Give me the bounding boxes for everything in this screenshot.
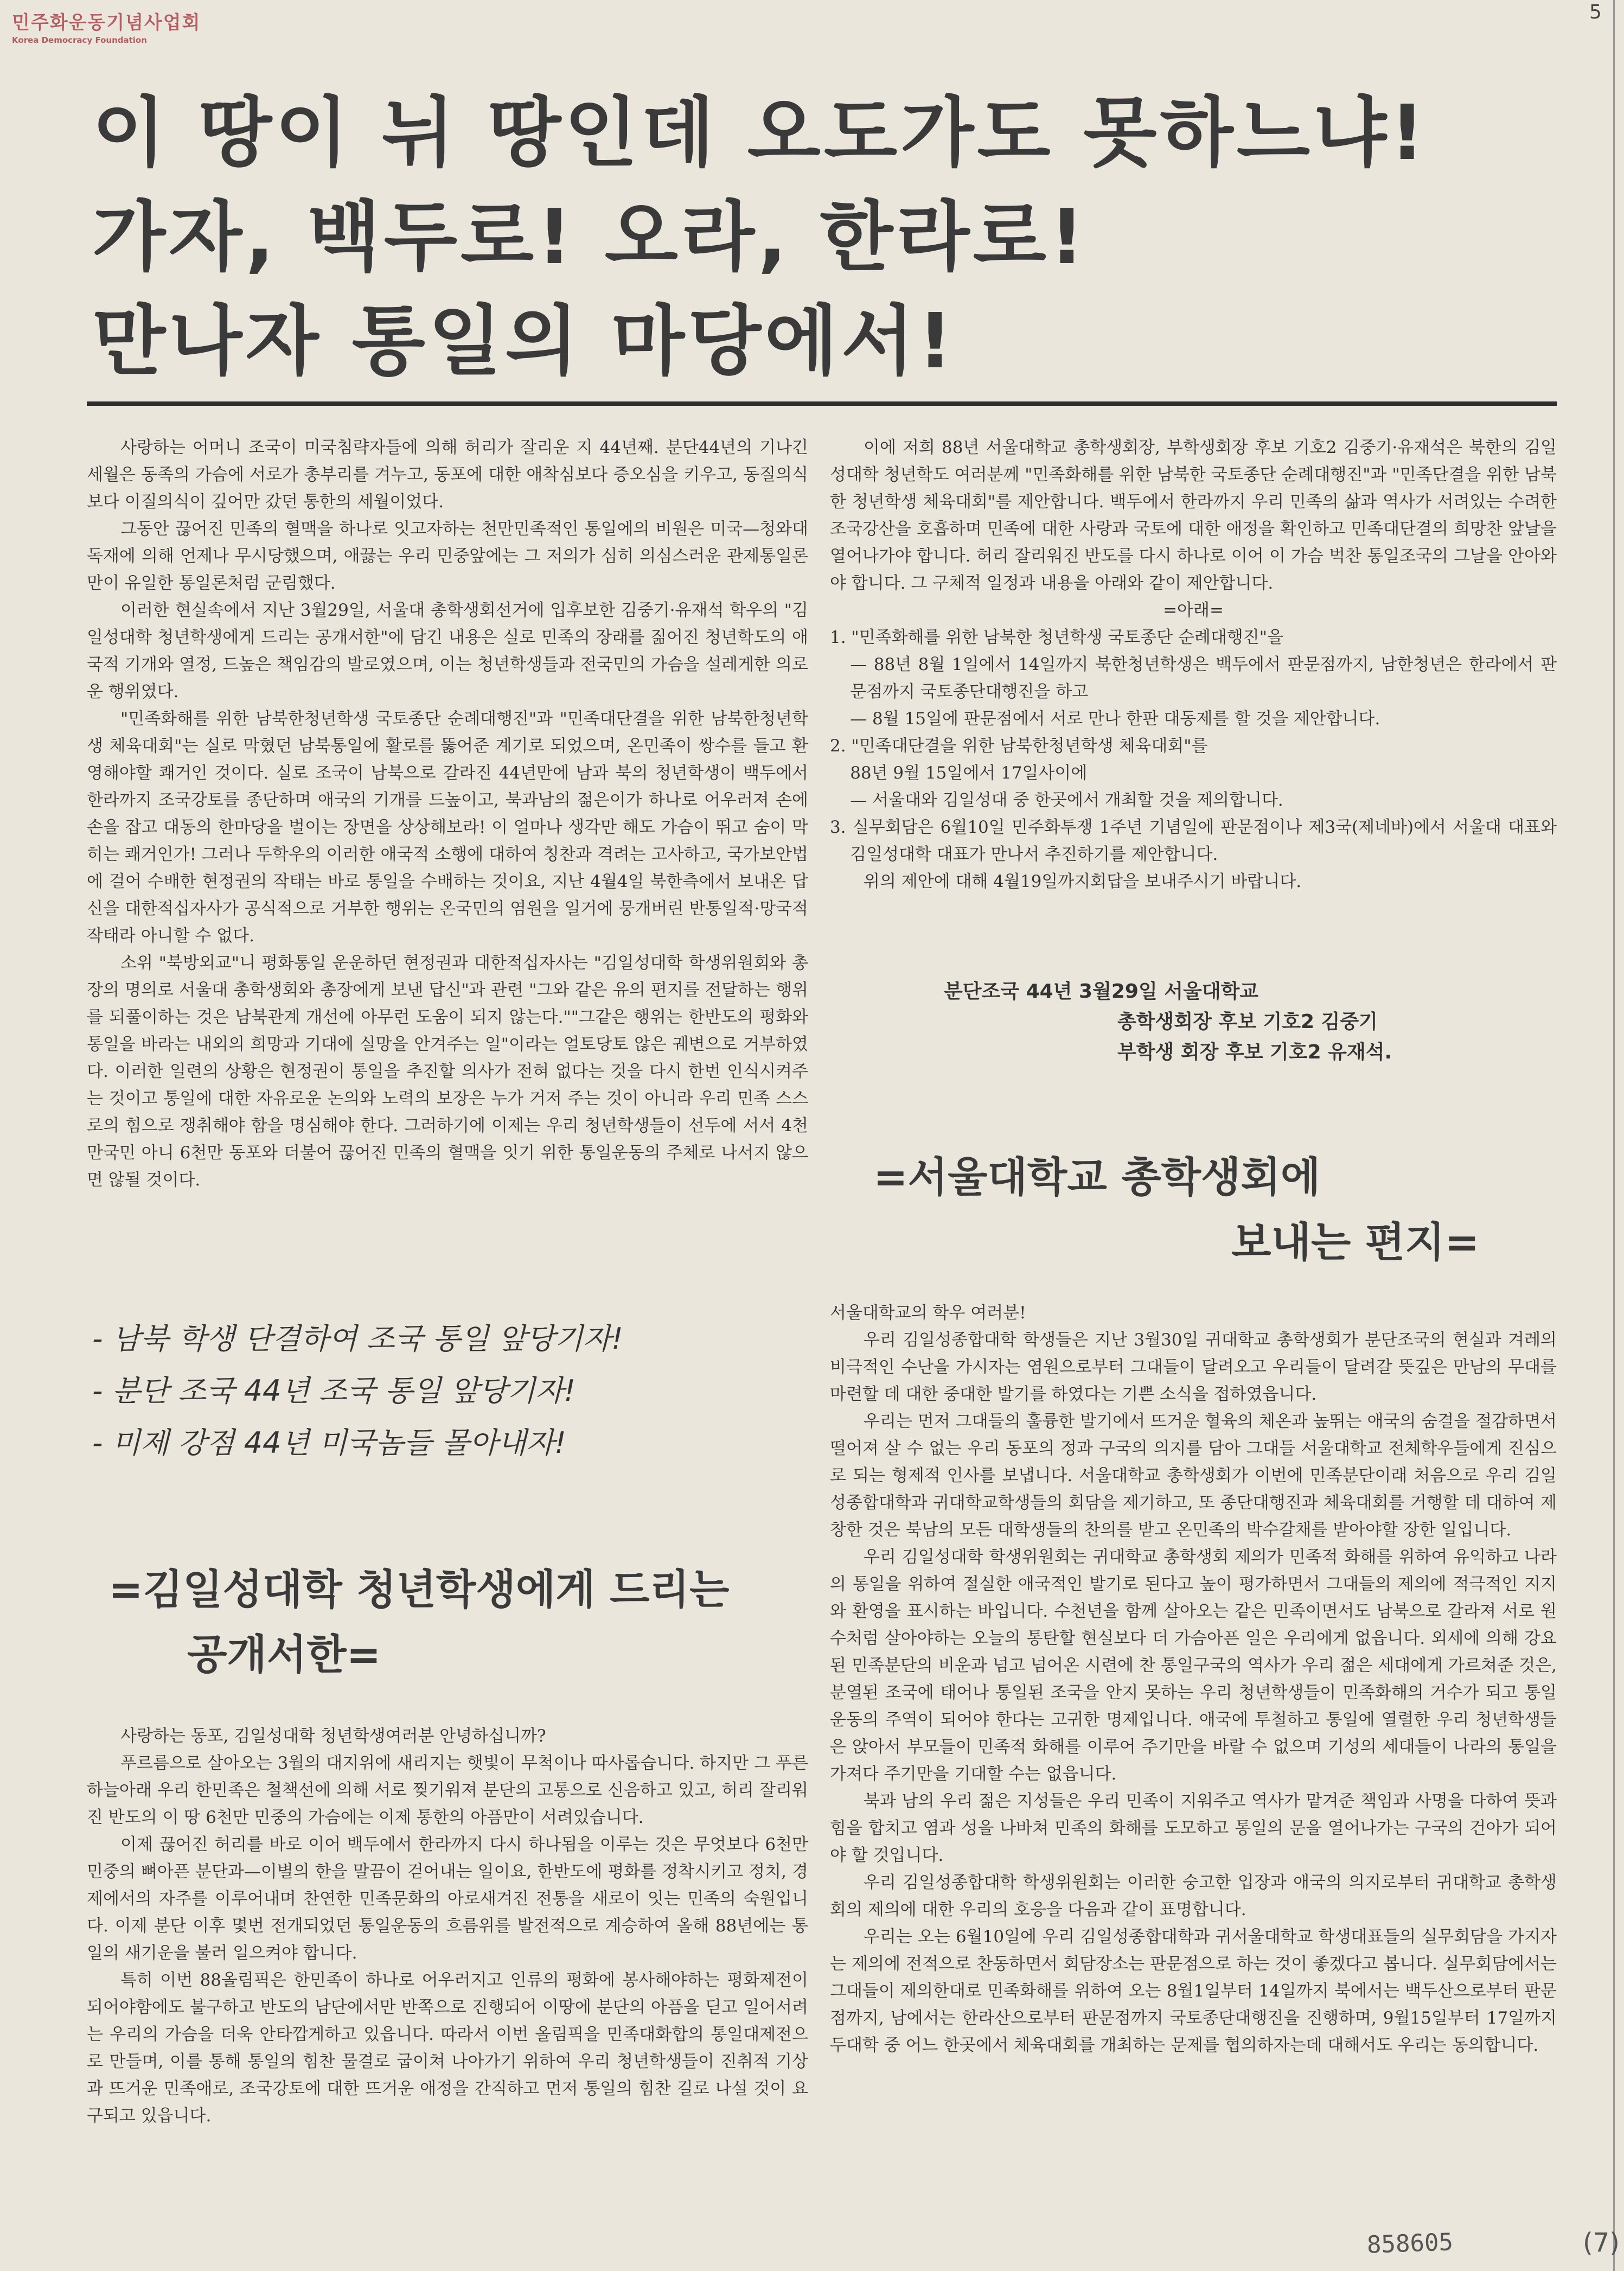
slogan: - 분단 조국 44년 조국 통일 앞당기자! — [92, 1374, 576, 1408]
paragraph: 우리 김일성종합대학 학생들은 지난 3월30일 귀대학교 총학생회가 분단조국의 현실과 겨레의 비극적인 수난을 가시자는 염원으로부터 그대들이 달려오고 우리들이 달려갈 뜻깊은 만남의 무대를 마련할 데 대한 중대한 발기를 하였다는 기쁜 소식을 접하였읍니다. — [830, 1330, 1557, 1404]
greeting: 서울대학교의 학우 여러분! — [830, 1303, 1026, 1323]
paragraph: 이러한 현실속에서 지난 3월29일, 서울대 총학생회선거에 입후보한 김중기·유재석 학우의 "김일성대학 청년학생에게 드리는 공개서한"에 담긴 내용은 실로 민족의 장래를 짊어진 청년학도의 애국적 기개와 열정, 드높은 책임감의 발로였으며, 이는 청년학생들과 전국민의 가슴을 설레게한 의로운 행위였다. — [87, 601, 808, 701]
page-fraction: (7) — [1583, 2228, 1620, 2258]
paragraph: 우리 김일성종합대학 학생위원회는 이러한 숭고한 입장과 애국의 의지로부터 귀대학교 총학생회의 제의에 대한 우리의 호응을 다음과 같이 표명합니다. — [830, 1873, 1557, 1919]
open-letter-body — [87, 1723, 808, 2129]
open-letter-heading: =김일성대학 청년학생에게 드리는 — [108, 1565, 730, 1613]
proposal-column — [830, 434, 1557, 895]
headline — [92, 81, 1557, 394]
foundation-watermark — [12, 8, 201, 45]
paragraph: 우리는 먼저 그대들의 훌륭한 발기에서 뜨거운 혈육의 체온과 높뛰는 애국의 숨결을 절감하면서 떨어져 살 수 없는 우리 동포의 정과 구국의 의지를 담아 그대들 서울대학교 전체학우들에게 진심으로 되는 형제적 인사를 보냅니다. 서울대학교 총학생회가 이번에 민족분단이래 처음으로 우리 김일성종합대학과 귀대학교학생들의 회담을 제기하고, 또 종단대행진과 체육대회를 거행할 데 대하여 제창한 것은 북남의 모든 대학생들의 찬의를 받고 온민족의 박수갈채를 받아야할 장한 일입니다. — [830, 1412, 1557, 1540]
paragraph: "민족화해를 위한 남북한청년학생 국토종단 순례대행진"과 "민족대단결을 위한 남북한청년학생 체육대회"는 실로 막혔던 남북통일에 활로를 뚫어준 계기로 되었으며, 온민족이 쌍수를 들고 환영해야할 쾌거인 것이다. 실로 조국이 남북으로 갈라진 44년만에 남과 북의 청년학생이 백두에서 한라까지 조국강토를 종단하며 애국의 기개를 드높이고, 북과남의 젊은이가 하나로 어우러져 손에 손을 잡고 대동의 한마당을 벌이는 장면을 상상해보라! 이 얼마나 생각만 해도 가슴이 뛰고 숨이 막히는 쾌거인가! 그러나 두학우의 이러한 애국적 소행에 대하여 칭찬과 격려는 고사하고, 국가보안법에 걸어 수배한 현정권의 작태는 바로 통일을 수배하는 것이요, 지난 4월4일 북한측에서 보내온 답신을 대한적십자사가 공식적으로 거부한 행위는 온국민의 염원을 일거에 뭉개버린 반통일적·망국적작태라 아니할 수 없다. — [87, 709, 808, 946]
proposal-item: 2. "민족대단결을 위한 남북한청년학생 체육대회"를 — [830, 736, 1208, 756]
notice-header: =아래= — [1163, 601, 1224, 620]
archive-stamp: 858605 — [1366, 2228, 1454, 2259]
paragraph: 이에 저희 88년 서울대학교 총학생회장, 부학생회장 후보 기호2 김중기·유재석은 북한의 김일성대학 청년학도 여러분께 "민족화해를 위한 남북한 국토종단 순례대행진"과 "민족단결을 위한 남북한 청년학생 체육대회"를 제안합니다. 백두에서 한라까지 우리 민족의 삶과 역사가 서려있는 수려한 조국강산을 호흡하며 민족에 대한 사랑과 국토에 대한 애정을 확인하고 민족대단결의 희망찬 앞날을 열어나가야 합니다. 허리 잘리워진 반도를 다시 하나로 이어 이 가슴 벅찬 통일조국의 그날을 안아와야 합니다. 그 구체적 일정과 내용을 아래와 같이 제안합니다. — [830, 438, 1557, 593]
slogan: - 남북 학생 단결하여 조국 통일 앞당기자! — [92, 1322, 623, 1356]
proposal-subitem: — 서울대와 김일성대 중 한곳에서 개최할 것을 제의합니다. — [850, 790, 1283, 810]
page-number: 5 — [1589, 1, 1602, 23]
paragraph: 사랑하는 동포, 김일성대학 청년학생여러분 안녕하십니까? — [120, 1726, 546, 1746]
reply-letter-body — [830, 1299, 1557, 2059]
paragraph: 소위 "북방외교"니 평화통일 운운하던 현정권과 대한적십자사는 "김일성대학 학생위원회와 총장의 명의로 서울대 총학생회와 총장에게 보낸 답신"과 관련 "그와 같은 유의 편지를 전달하는 행위를 되풀이하는 것은 남북관계 개선에 아무런 도움이 되지 않는다.""그같은 행위는 한반도의 평화와 통일을 바라는 내외의 희망과 기대에 실망을 안겨주는 일"이라는 얼토당토 않은 궤변으로 거부하였다. 이러한 일련의 상황은 현정권이 통일을 추진할 의사가 전혀 없다는 것을 다시 한번 인식시켜주는 것이고 통일에 대한 자유로운 논의와 노력의 보장은 누가 거저 주는 것이 아니라 우리 민족 스스로의 힘으로 쟁취해야 함을 명심해야 한다. 그러하기에 이제는 우리 청년학생들이 선두에 서서 4천만국민 아니 6천만 동포와 더불어 끊어진 민족의 혈맥을 잇기 위한 통일운동의 주체로 나서지 않으면 않될 것이다. — [87, 953, 808, 1190]
proposal-subitem: — 88년 8월 1일에서 14일까지 북한청년학생은 백두에서 판문점까지, 남한청년은 한라에서 판문점까지 국토종단대행진을 하고 — [850, 655, 1557, 701]
proposal-subitem: 88년 9월 15일에서 17일사이에 — [850, 763, 1088, 783]
paragraph: 푸르름으로 살아오는 3월의 대지위에 새리지는 햇빛이 무척이나 따사롭습니다. 하지만 그 푸른 하늘아래 우리 한민족은 철책선에 의해 서로 찢기워져 분단의 고통으로 신음하고 있고, 허리 잘리워진 반도의 이 땅 6천만 민중의 가슴에는 이제 통한의 아픔만이 서려있습니다. — [87, 1753, 808, 1827]
paragraph: 특히 이번 88올림픽은 한민족이 하나로 어우러지고 인류의 평화에 봉사해야하는 평화제전이 되어야함에도 불구하고 반도의 남단에서만 반쪽으로 진행되어 이땅에 분단의 아픔을 딛고 일어서려는 우리의 가슴을 더욱 안타깝게하고 있읍니다. 따라서 이번 올림픽을 민족대화합의 통일대제전으로 만들며, 이를 통해 통일의 힘찬 물결로 굽이쳐 나아가기 위하여 우리 청년학생들이 진취적 기상과 뜨거운 민족애로, 조국강토에 대한 뜨거운 애정을 간직하고 먼저 통일의 힘찬 길로 나설 것이 요구되고 있읍니다. — [87, 1970, 808, 2126]
signoff-line: 총학생회장 후보 기호2 김중기 — [1117, 1011, 1378, 1033]
proposal-item: 3. 실무회담은 6월10일 민주화투쟁 1주년 기념일에 판문점이나 제3국(제네바)에서 서울대 대표와 김일성대학 대표가 만나서 추진하기를 제안합니다. — [830, 818, 1557, 864]
headline-line: 만나자 통일의 마당에서! — [92, 297, 956, 386]
headline-rule — [87, 401, 1557, 406]
paragraph: 우리는 오는 6월10일에 우리 김일성종합대학과 귀서울대학교 학생대표들의 실무회담을 가지자는 제의에 전적으로 찬동하면서 회담장소는 판문점으로 하는 것이 좋겠다고 봅니다. 실무회담에서는 그대들이 제의한대로 민족화해를 위하여 오는 8월1일부터 14일까지 북에서는 백두산으로부터 판문점까지, 남에서는 한라산으로부터 판문점까지 국토종단대행진을 진행하며, 9월15일부터 17일까지 두대학 중 어느 한곳에서 체육대회를 개최하는 문제를 협의하자는데 대해서도 우리는 동의합니다. — [830, 1927, 1557, 2055]
proposal-subitem: — 8월 15일에 판문점에서 서로 만나 한판 대동제를 할 것을 제안합니다. — [850, 709, 1380, 729]
reply-letter-heading: =서울대학교 총학생회에 — [873, 1153, 1321, 1201]
watermark-subtitle: Korea Democracy Foundation — [12, 35, 147, 45]
paragraph: 위의 제안에 대해 4월19일까지회답을 보내주시기 바랍니다. — [864, 872, 1302, 891]
headline-line: 가자, 백두로! 오라, 한라로! — [92, 193, 1088, 282]
paragraph: 북과 남의 우리 젊은 지성들은 우리 민족이 지워주고 역사가 맡겨준 책임과 사명을 다하여 뜻과 힘을 합치고 염과 성을 나바쳐 민족의 화해를 도모하고 통일의 문을 열어나가는 구국의 건아가 되어야 할 것입니다. — [830, 1791, 1557, 1865]
proposal-item: 1. "민족화해를 위한 남북한 청년학생 국토종단 순례대행진"을 — [830, 628, 1283, 647]
open-letter-heading: 공개서한= — [187, 1630, 381, 1679]
headline-line: 이 땅이 뉘 땅인데 오도가도 못하느냐! — [92, 89, 1428, 177]
paragraph: 이제 끊어진 허리를 바로 이어 백두에서 한라까지 다시 하나됨을 이루는 것은 무엇보다 6천만 민중의 뼈아픈 분단과—이별의 한을 말끔이 걷어내는 일이요, 한반도에 평화를 정착시키고 정치, 경제에서의 자주를 이루어내며 찬연한 민족문화의 아로새겨진 전통을 새로이 잇는 민족의 숙원입니다. 이제 분단 이후 몇번 전개되었던 통일운동의 흐름위를 발전적으로 계승하여 올해 88년에는 통일의 새기운을 불러 일으켜야 합니다. — [87, 1835, 808, 1963]
signoff — [830, 977, 1557, 1068]
paragraph: 그동안 끊어진 민족의 혈맥을 하나로 잇고자하는 천만민족적인 통일에의 비원은 미국—청와대독재에 의해 언제나 무시당했으며, 애끓는 우리 민중앞에는 그 저의가 심히 의심스러운 관제통일론만이 유일한 통일론처럼 군림했다. — [87, 519, 808, 593]
paragraph: 우리 김일성대학 학생위원회는 귀대학교 총학생회 제의가 민족적 화해를 위하여 유익하고 나라의 통일을 위하여 절실한 애국적인 발기로 된다고 높이 평가하면서 그대들의 제의에 적극적인 지지와 환영을 표시하는 바입니다. 수천년을 함께 살아오는 같은 민족이면서도 남북으로 갈라져 서로 원수처럼 살아야하는 오늘의 통탄할 현실보다 더 가슴아픈 일은 우리에게 없읍니다. 외세에 의해 강요된 민족분단의 비운과 넘고 넘어온 시련에 찬 통일구국의 역사가 우리 젊은 세대에게 가르쳐준 것은, 분열된 조국에 태어나 통일된 조국을 안지 못하는 우리 청년학생들이 민족화해의 거수가 되고 통일운동의 주역이 되어야 한다는 고귀한 명제입니다. 애국에 투철하고 통일에 열렬한 우리 청년학생들은 앉아서 부모들이 민족적 화해를 이루어 주기만을 바랄 수 없으며 기성의 세대들이 나라의 통일을 가져다 주기만을 기대할 수는 없읍니다. — [830, 1547, 1557, 1784]
editorial-column — [87, 434, 808, 1194]
paragraph: 사랑하는 어머니 조국이 미국침략자들에 의해 허리가 잘리운 지 44년째. 분단44년의 기나긴 세월은 동족의 가슴에 서로가 총부리를 겨누고, 동포에 대한 애착심보다 증오심을 키우고, 동질의식보다 이질의식이 깊어만 갔던 통한의 세월이었다. — [87, 438, 808, 512]
handwritten-slogans — [92, 1313, 808, 1469]
signoff-line: 분단조국 44년 3월29일 서울대학교 — [944, 980, 1259, 1003]
reply-letter-heading: 보내는 편지= — [1231, 1218, 1480, 1266]
watermark-title: 민주화운동기념사업회 — [12, 12, 201, 34]
slogan: - 미제 강점 44년 미국놈들 몰아내자! — [92, 1426, 566, 1460]
page-edge — [1613, 0, 1615, 2271]
signoff-line: 부학생 회장 후보 기호2 유재석. — [1117, 1041, 1392, 1063]
